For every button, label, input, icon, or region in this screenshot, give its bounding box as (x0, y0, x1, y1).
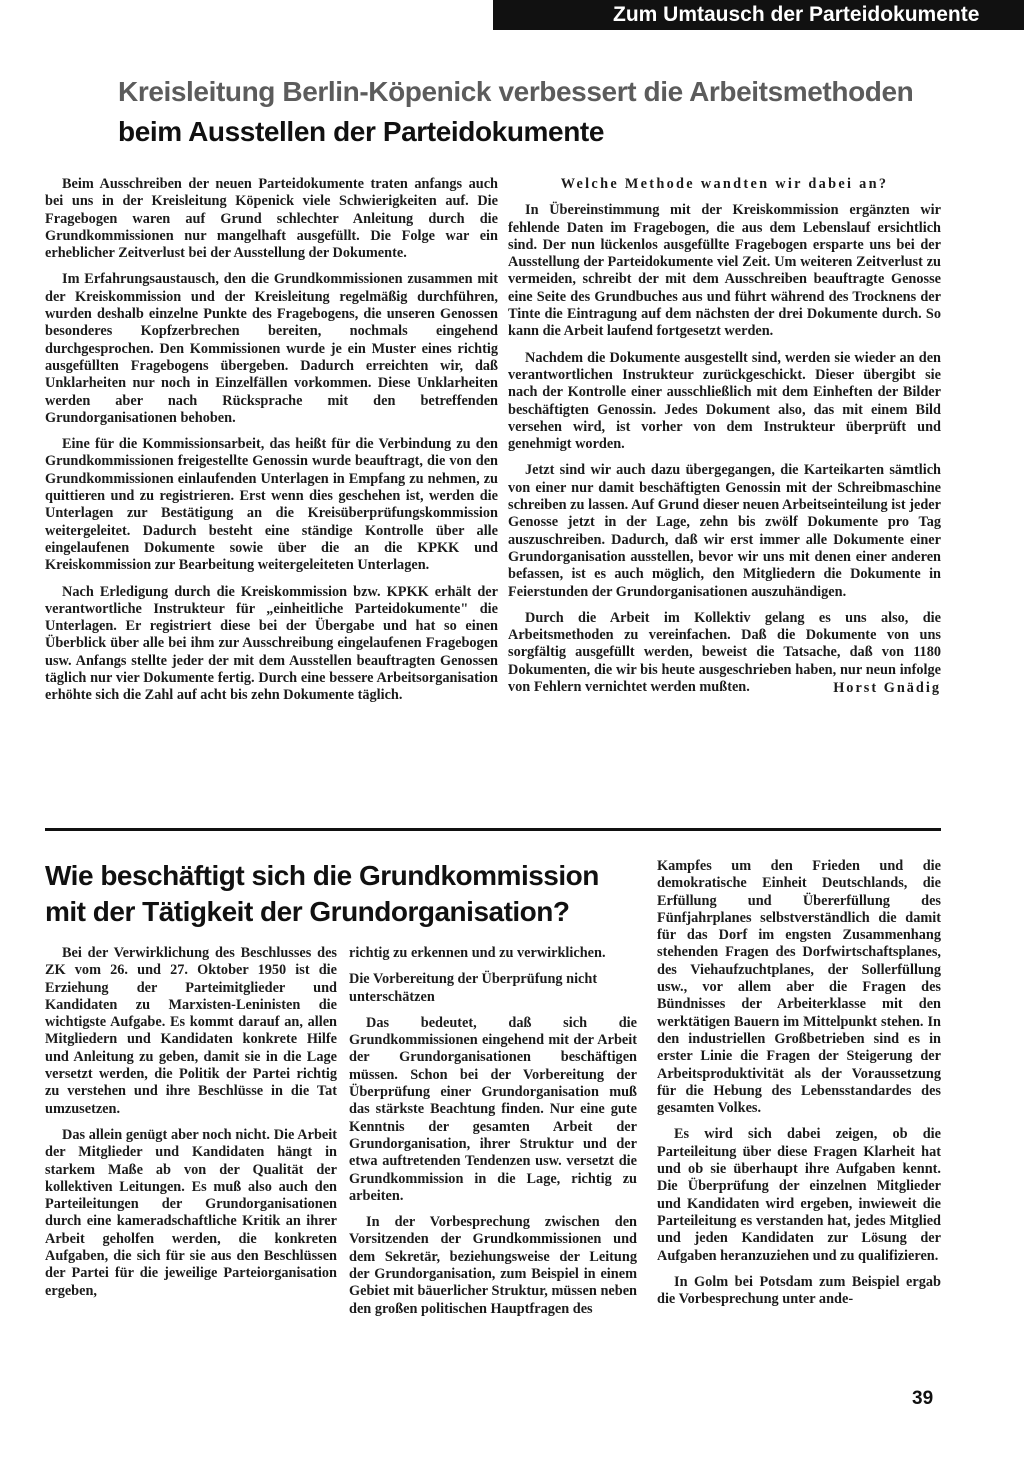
article1-headline (118, 72, 958, 152)
page-number: 39 (912, 1388, 934, 1409)
paragraph: Durch die Arbeit im Kollektiv gelang es uns also, die Arbeitsmethoden zu vereinfachen. Daß die Dokumente von uns sorgfältig ausgefüllt werden, beweist die Tatsache, daß von 1180 Dokumenten, die wir bis heute ausgeschrieben haben, nur neun infolge von Fehlern vernichtet werden mußten. (508, 609, 941, 696)
article1-author: Horst Gnädig (833, 680, 941, 697)
paragraph: Eine für die Kommissionsarbeit, das heißt für die Verbindung zu den Grundkommissionen freigestellte Genossin wurde beauftragt, die von den Grundkommissionen einlaufenden Unterlagen in Empfang zu nehmen, zu quittieren und zu registrieren. Erst wenn dies geschehen ist, werden die Unterlagen zur Bestätigung an die Kreisüberprüfungskommission weitergeleitet. Dadurch besteht eine ständige Kontrolle über alle eingelaufenen Dokumente sowie über die an die KPKK und Kreiskommission zur Bearbeitung weitergeleiteten Unterlagen. (45, 436, 498, 574)
paragraph: Es wird sich dabei zeigen, ob die Parteileitung über diese Fragen Klarheit hat und ob sie überhaupt ihre Aufgaben kennt. Die Überprüfung der einzelnen Mitglieder und Kandidaten wird ergeben, inwieweit die Parteileitung es verstanden hat, jedes Mitglied und jeden Kandidaten zur Lösung der Aufgaben heranzuziehen und zu qualifizieren. (657, 1126, 941, 1264)
article1-subheading: Welche Methode wandten wir dabei an? (560, 176, 889, 192)
paragraph: In Golm bei Potsdam zum Beispiel ergab die Vorbesprechung unter ande- (657, 1273, 941, 1308)
article2-headline-line2: mit der Tätigkeit der Grundorganisation? (45, 896, 570, 927)
article2-column-1 (45, 945, 337, 1309)
article1-column-left (45, 176, 498, 714)
paragraph: Bei der Verwirklichung des Beschlusses des ZK vom 26. und 27. Oktober 1950 ist die Erziehung der Parteimitglieder und Kandidaten zu Marxisten-Leninisten die wichtigste Aufgabe. Es kommt darauf an, allen Mitgliedern und Kandidaten konkrete Hilfe und Anleitung zu geben, damit sie in die Lage versetzt werden, die Politik der Partei richtig zu verstehen und ihre Beschlüsse in die Tat umzusetzen. (45, 945, 337, 1117)
article1-headline-line1: Kreisleitung Berlin-Köpenick verbessert die Arbeitsmethoden (118, 76, 914, 107)
section-divider (45, 828, 941, 831)
paragraph: In der Vorbesprechung zwischen den Vorsitzenden der Grundkommissionen und dem Sekretär, beziehungsweise der Leitung der Grundorganisation, zum Beispiel in einem Gebiet mit bäuerlicher Struktur, müssen neben den großen politischen Hauptfragen des (349, 1214, 637, 1317)
article1-headline-line2: beim Ausstellen der Parteidokumente (118, 116, 604, 147)
paragraph: Das allein genügt aber noch nicht. Die Arbeit der Mitglieder und Kandidaten hängt in starkem Maße ab von der Qualität der kollektiven Leitungen. Es muß also auch den Parteileitungen der Grundorganisationen durch eine kameradschaftliche Kritik an ihrer Arbeit geholfen werden, die konkreten Aufgaben, die sich für sie aus den Beschlüssen der Partei für die jeweilige Parteiorganisation ergeben, (45, 1126, 337, 1299)
section-banner: Zum Umtausch der Parteidokumente (493, 0, 1024, 30)
article2-column-3 (657, 858, 941, 1317)
article2-column-2 (349, 945, 637, 1327)
article2-subheading: Die Vorbereitung der Überprüfung nicht unterschätzen (349, 971, 598, 1005)
paragraph: Nach Erledigung durch die Kreiskommission bzw. KPKK erhält der verantwortliche Instrukteur für „einheitliche Parteidokumente" die Unterlagen. Er registriert diese bei der Übergabe und hat so einen Überblick über alle bei ihm zur Ausschreibung eingelaufenen Fragebogen usw. Anfangs stellte jeder der mit dem Ausstellen beauftragten Genossen täglich nur vier Dokumente fertig. Durch eine bessere Arbeitsorganisation erhöhte sich die Zahl auf acht bis zehn Dokumente täglich. (45, 583, 498, 704)
paragraph: Jetzt sind wir auch dazu übergegangen, die Karteikarten sämtlich von einer nur damit beschäftigten Genossin mit der Schreibmaschine schreiben zu lassen. Auf Grund dieser neuen Arbeitseinteilung ist jeder Genosse jetzt in der Lage, zehn bis zwölf Dokumente pro Tag auszuschreiben. Dadurch, daß wir erst immer alle Dokumente einer Grundorganisation ausstellen, bevor wir uns mit denen einer anderen befassen, ist es auch möglich, den Mitgliedern die Dokumente in Feierstunden der Grundorganisationen auszuhändigen. (508, 462, 941, 600)
paragraph: Das bedeutet, daß sich die Grundkommissionen eingehend mit der Arbeit der Grundorganisationen beschäftigen müssen. Schon bei der Vorbereitung der Überprüfung einer Grundorganisation muß das stärkste Beachtung finden. Nur eine gute Kenntnis der gesamten Arbeit der Grundorganisation, ihrer Struktur und der etwa auftretenden Tendenzen usw. versetzt die Grundkommission in die Lage, richtig zu arbeiten. (349, 1014, 637, 1204)
paragraph: Im Erfahrungsaustausch, den die Grundkommissionen zusammen mit der Kreiskommission und der Kreisleitung regelmäßig durchführen, wurden deshalb einzelne Punkte des Fragebogens, die unseren Genossen besonderes Kopfzerbrechen bereiten, nochmals eingehend durchgesprochen. Den Kommissionen wurde je ein Muster eines richtig ausgefüllten Fragebogens übergeben. Dadurch erreichten wir, daß Unklarheiten nur noch in Einzelfällen vorkommen. Diese Unklarheiten werden aber nach Rücksprache mit den betreffenden Grundorganisationen behoben. (45, 271, 498, 426)
article2-headline-line1: Wie beschäftigt sich die Grundkommission (45, 860, 599, 891)
article1-column-right (508, 176, 941, 707)
article2-headline (45, 858, 635, 930)
paragraph: Kampfes um den Frieden und die demokratische Einheit Deutschlands, die Erfüllung und Übererfüllung des Fünfjahrplanes selbstverständlich die damit für das Dorf im engsten Zusammenhang stehenden Fragen des Dorfwirtschaftsplanes, des Viehaufzuchtplanes, der Sollerfüllung usw., vor allem aber die Fragen des Bündnisses der Arbeiterklasse mit den werktätigen Bauern im Mittelpunkt stehen. In den industriellen Großbetrieben sind es in erster Linie die Fragen der Steigerung der Arbeitsproduktivität als der Voraussetzung für die Hebung des Lebensstandardes des gesamten Volkes. (657, 858, 941, 1117)
paragraph: Beim Ausschreiben der neuen Parteidokumente traten anfangs auch bei uns in der Kreisleitung Köpenick viele Schwierigkeiten auf. Die Fragebogen waren auf Grund schlechter Anleitung durch die Grundkommissionen nur mangelhaft ausgefüllt. Die Folge war ein erheblicher Zeitverlust bei der Ausstellung der Dokumente. (45, 176, 498, 262)
paragraph: richtig zu erkennen und zu verwirklichen. (349, 945, 606, 961)
paragraph: In Übereinstimmung mit der Kreiskommission ergänzten wir fehlende Daten im Fragebogen, die aus dem Lebenslauf ersichtlich sind. Der nun lückenlos ausgefüllte Fragebogen ersparte uns bei der Ausstellung der Parteidokumente viel Zeit. Um weiteren Zeitverlust zu vermeiden, schreibt der mit dem Ausschreiben beauftragte Genosse eine Seite des Grundbuches aus und führt während des Trocknens der Tinte die Eintragung auf dem nächsten der drei Dokumente durch. So kann die Arbeit laufend fortgesetzt werden. (508, 202, 941, 340)
paragraph: Nachdem die Dokumente ausgestellt sind, werden sie wieder an den verantwortlichen Instrukteur zurückgeschickt. Dieser übergibt sie nach der Kontrolle einer ausschließlich mit dem Einheften der Bilder beschäftigten Genossin. Jedes Dokument also, das mit einem Bild versehen wird, ist vorher von dem Instrukteur überprüft und genehmigt worden. (508, 349, 941, 453)
